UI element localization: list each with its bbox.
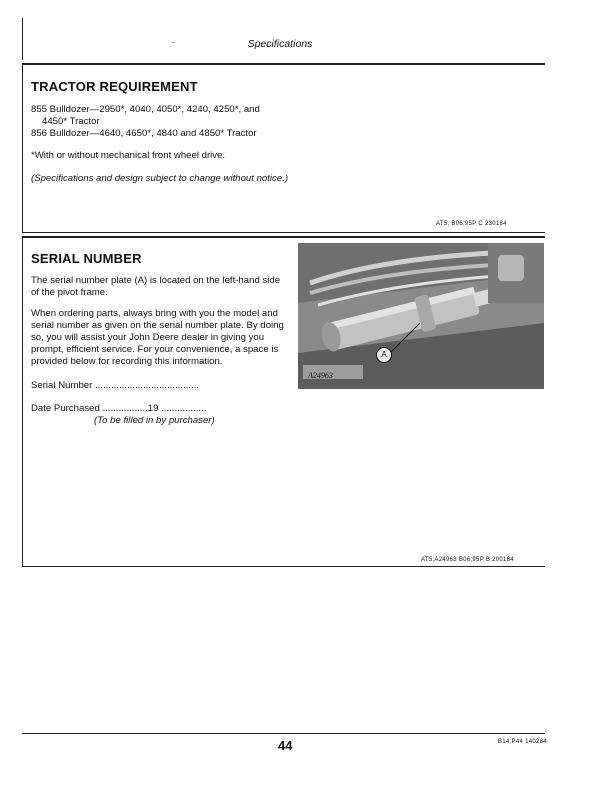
- serial-plate-photo: [298, 243, 544, 389]
- section2-bottom-rule: [22, 566, 545, 567]
- tractor-line-1: 855 Bulldozer—2950*, 4040, 4050*, 4240, 4250*, and: [31, 104, 260, 115]
- tractor-line-2: 4450* Tractor: [42, 116, 100, 127]
- section2-left-rule: [22, 236, 23, 567]
- serial-number-field: Serial Number .......................................: [31, 380, 199, 391]
- date-purchased-field: Date Purchased .................19 .................: [31, 403, 207, 414]
- serial-ref-code: AT5;A24963 B06;95P B 200184: [421, 557, 514, 563]
- header-mark: -: [172, 38, 175, 47]
- serial-p2-line-5: provided below for recording this information.: [31, 356, 223, 367]
- tractor-footnote: *With or without mechanical front wheel drive.: [31, 150, 226, 161]
- fill-in-note: (To be filled in by purchaser): [94, 415, 215, 426]
- section1-left-rule: [22, 63, 23, 233]
- serial-p2-line-2: serial number as given on the serial number plate. By doing: [31, 320, 284, 331]
- serial-p1-line-1: The serial number plate (A) is located on the left-hand side: [31, 275, 281, 286]
- hydraulic-cylinder-illustration: [298, 243, 544, 389]
- serial-p2-line-4: prompt, efficient service. For your convenience, a space is: [31, 344, 279, 355]
- footer-rule: [22, 733, 545, 734]
- page-header-title: Specifications: [247, 38, 313, 50]
- serial-p2-line-1: When ordering parts, always bring with you the model and: [31, 308, 278, 319]
- serial-p2-line-3: so, you will assist your John Deere dealer in giving you: [31, 332, 265, 343]
- section1-top-rule: [22, 63, 545, 65]
- photo-id: A24963: [308, 371, 333, 380]
- section-title-tractor-requirement: TRACTOR REQUIREMENT: [31, 79, 198, 94]
- tractor-disclaimer: (Specifications and design subject to change without notice.): [31, 173, 289, 184]
- tractor-ref-code: AT5; B06;95P C 230184: [436, 221, 507, 227]
- serial-p1-line-2: of the pivot frame.: [31, 287, 108, 298]
- section2-top-rule: [22, 236, 545, 238]
- tractor-line-3: 856 Bulldozer—4640, 4650*, 4840 and 4850* Tractor: [31, 128, 257, 139]
- footer-code: B14;P44 140284: [498, 739, 547, 745]
- callout-a: A: [376, 347, 392, 363]
- section1-bottom-rule: [22, 232, 545, 233]
- page-number: 44: [278, 738, 293, 753]
- section-title-serial-number: SERIAL NUMBER: [31, 251, 142, 266]
